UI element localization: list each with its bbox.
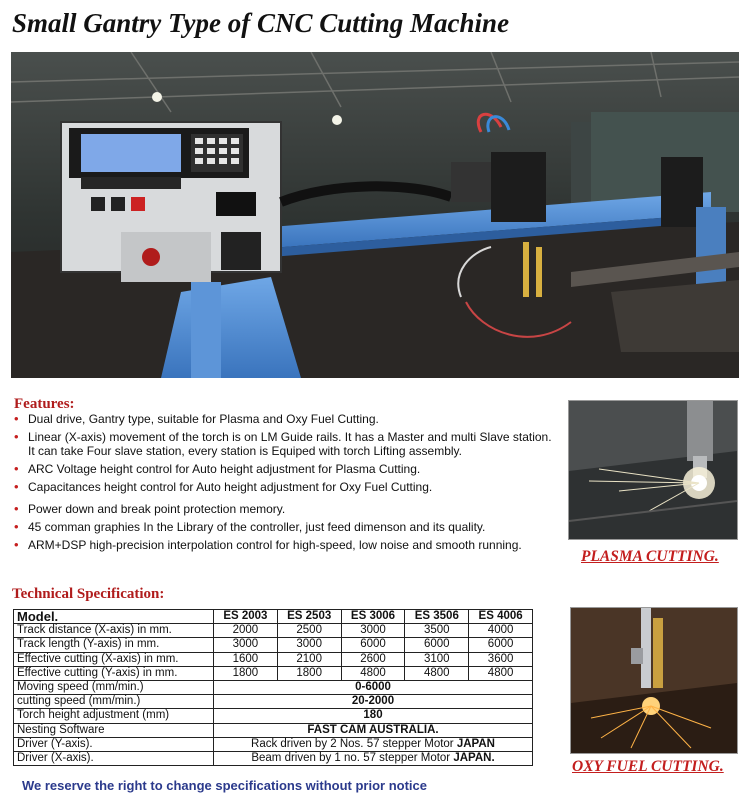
row-label: Driver (Y-axis). [14, 737, 214, 751]
table-row [14, 751, 533, 765]
feature-item: • Power down and break point protection memory. [12, 502, 557, 516]
cell: 4000 [469, 624, 533, 638]
driver-x-origin: JAPAN. [453, 751, 495, 764]
cell: 0-6000 [214, 680, 533, 694]
row-label: Moving speed (mm/min.) [14, 680, 214, 694]
cell: 2500 [277, 624, 341, 638]
cell: 3000 [214, 638, 278, 652]
table-row [14, 680, 533, 694]
features-heading: Features: [14, 396, 75, 412]
cell: 2100 [277, 652, 341, 666]
table-row [14, 723, 533, 737]
cell: 6000 [341, 638, 405, 652]
cell: 20-2000 [214, 695, 533, 709]
model-col: ES 4006 [469, 610, 533, 624]
cell: 3000 [341, 624, 405, 638]
row-label: Track distance (X-axis) in mm. [14, 624, 214, 638]
plasma-caption: PLASMA CUTTING. [581, 548, 719, 565]
table-row [14, 652, 533, 666]
table-row [14, 737, 533, 751]
cell: 1800 [214, 666, 278, 680]
features-list [12, 412, 557, 556]
cell: FAST CAM AUSTRALIA. [214, 723, 533, 737]
driver-x-text: Beam driven by 1 no. 57 stepper Motor [251, 751, 451, 764]
feature-item: • ARM+DSP high-precision interpolation control for high-speed, low noise and smooth running. [12, 538, 557, 552]
row-label: Effective cutting (Y-axis) in mm. [14, 666, 214, 680]
feature-item: • Dual drive, Gantry type, suitable for Plasma and Oxy Fuel Cutting. [12, 412, 557, 426]
driver-y-origin: JAPAN [456, 737, 495, 750]
row-label: cutting speed (mm/min.) [14, 695, 214, 709]
feature-item: • ARC Voltage height control for Auto height adjustment for Plasma Cutting. [12, 462, 557, 476]
spec-table [13, 609, 533, 766]
cell: 3000 [277, 638, 341, 652]
plasma-cutting-photo [568, 400, 738, 540]
feature-item: • Capacitances height control for Auto height adjustment for Oxy Fuel Cutting. [12, 480, 557, 494]
cell: 2000 [214, 624, 278, 638]
cell: 6000 [469, 638, 533, 652]
feature-item: • 45 comman graphies In the Library of the controller, just feed dimenson and its quality. [12, 520, 557, 534]
model-col: ES 2503 [277, 610, 341, 624]
cell: 2600 [341, 652, 405, 666]
cell [214, 751, 533, 765]
oxy-fuel-cutting-photo [570, 607, 738, 754]
cell: 1800 [277, 666, 341, 680]
cell: 3600 [469, 652, 533, 666]
oxy-fuel-caption: OXY FUEL CUTTING. [572, 758, 724, 775]
cell [214, 737, 533, 751]
model-label: Model. [14, 610, 214, 624]
cell: 4800 [469, 666, 533, 680]
cell: 4800 [341, 666, 405, 680]
model-col: ES 3506 [405, 610, 469, 624]
row-label: Track length (Y-axis) in mm. [14, 638, 214, 652]
cell: 3100 [405, 652, 469, 666]
driver-y-text: Rack driven by 2 Nos. 57 stepper Motor [251, 737, 454, 750]
row-label: Effective cutting (X-axis) in mm. [14, 652, 214, 666]
row-label: Nesting Software [14, 723, 214, 737]
model-col: ES 3006 [341, 610, 405, 624]
spec-header-row [14, 610, 533, 624]
cell: 4800 [405, 666, 469, 680]
row-label: Torch height adjustment (mm) [14, 709, 214, 723]
cell: 1600 [214, 652, 278, 666]
feature-item: • Linear (X-axis) movement of the torch is on LM Guide rails. It has a Master and multi Slave station. It can take Four slave station, every station is Equiped with torch Lifting assembly. [12, 430, 557, 458]
table-row [14, 624, 533, 638]
cell: 3500 [405, 624, 469, 638]
table-row [14, 709, 533, 723]
table-row [14, 695, 533, 709]
page-title: Small Gantry Type of CNC Cutting Machine [12, 8, 510, 38]
spec-heading: Technical Specification: [12, 586, 165, 602]
model-col: ES 2003 [214, 610, 278, 624]
footer-notice: We reserve the right to change specifications without prior notice [22, 778, 427, 793]
machine-photo [11, 52, 739, 378]
table-row [14, 666, 533, 680]
cell: 180 [214, 709, 533, 723]
cell: 6000 [405, 638, 469, 652]
table-row [14, 638, 533, 652]
row-label: Driver (X-axis). [14, 751, 214, 765]
